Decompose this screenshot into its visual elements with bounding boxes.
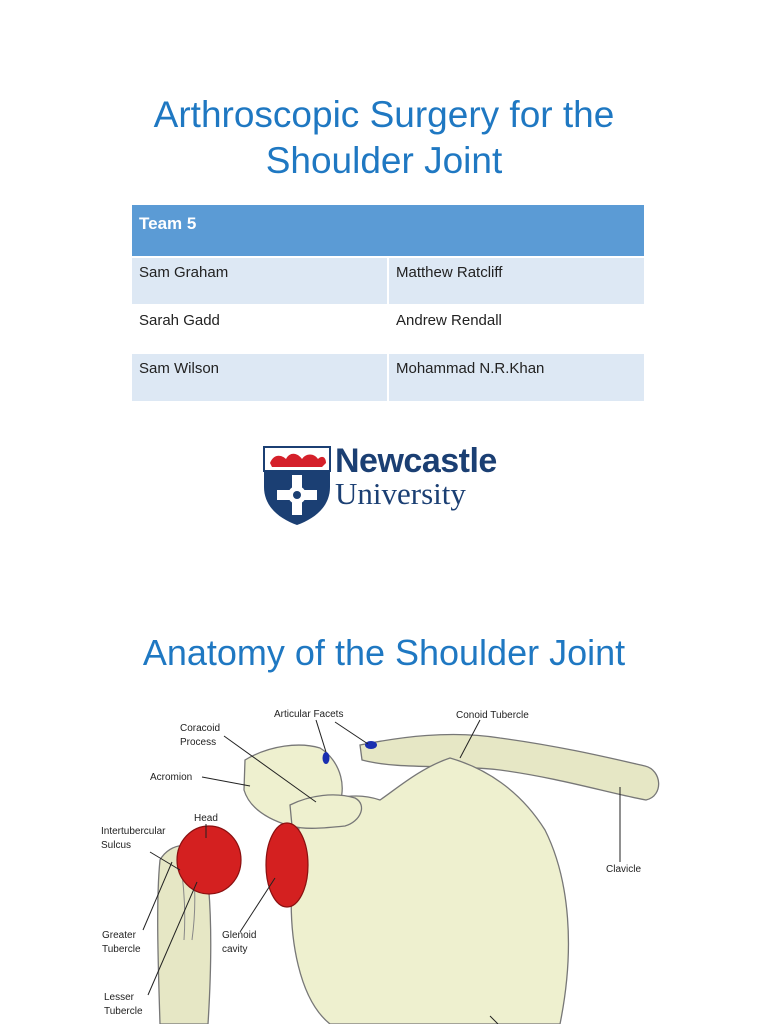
title-line-1: Arthroscopic Surgery for the xyxy=(153,94,615,135)
label-head: Head xyxy=(194,813,218,824)
table-row xyxy=(132,353,644,401)
logo-line-university: University xyxy=(335,476,466,511)
label-conoid-tubercle: Conoid Tubercle xyxy=(456,710,529,721)
label-coracoid-line1: Coracoid xyxy=(180,723,221,734)
table-row xyxy=(132,305,644,353)
label-glenoid-line2: cavity xyxy=(222,944,248,955)
articular-facet xyxy=(323,752,330,764)
articular-facet xyxy=(365,741,377,749)
label-greater-line1: Greater xyxy=(102,930,136,941)
label-lesser-line2: Tubercle xyxy=(104,1006,143,1017)
member-name: Sam Wilson xyxy=(132,353,388,401)
member-name: Sam Graham xyxy=(132,257,388,305)
label-glenoid-line1: Glenoid xyxy=(222,930,257,941)
shoulder-anatomy-diagram xyxy=(0,700,768,1024)
glenoid-cavity xyxy=(266,823,308,907)
member-name: Sarah Gadd xyxy=(132,305,388,353)
label-intertubercular-line2: Sulcus xyxy=(101,840,132,851)
label-greater-line2: Tubercle xyxy=(102,944,141,955)
label-coracoid-line2: Process xyxy=(180,737,217,748)
table-row xyxy=(132,257,644,305)
coracoid-process-bone xyxy=(290,795,362,828)
team-header: Team 5 xyxy=(132,205,644,257)
humeral-head xyxy=(177,826,241,894)
university-crest-icon xyxy=(262,445,332,527)
label-clavicle: Clavicle xyxy=(606,864,642,875)
label-articular-facets: Articular Facets xyxy=(274,709,344,720)
team-table xyxy=(132,205,644,401)
label-acromion: Acromion xyxy=(150,772,193,783)
member-name: Andrew Rendall xyxy=(388,305,644,353)
label-lesser-line1: Lesser xyxy=(104,992,135,1003)
title-line-2: Shoulder Joint xyxy=(265,140,503,181)
anatomy-title: Anatomy of the Shoulder Joint xyxy=(142,632,626,673)
member-name: Mohammad N.R.Khan xyxy=(388,353,644,401)
slide-title xyxy=(0,92,768,184)
label-intertubercular-line1: Intertubercular xyxy=(101,826,166,837)
member-name: Matthew Ratcliff xyxy=(388,257,644,305)
logo-line-newcastle: Newcastle xyxy=(335,442,497,480)
